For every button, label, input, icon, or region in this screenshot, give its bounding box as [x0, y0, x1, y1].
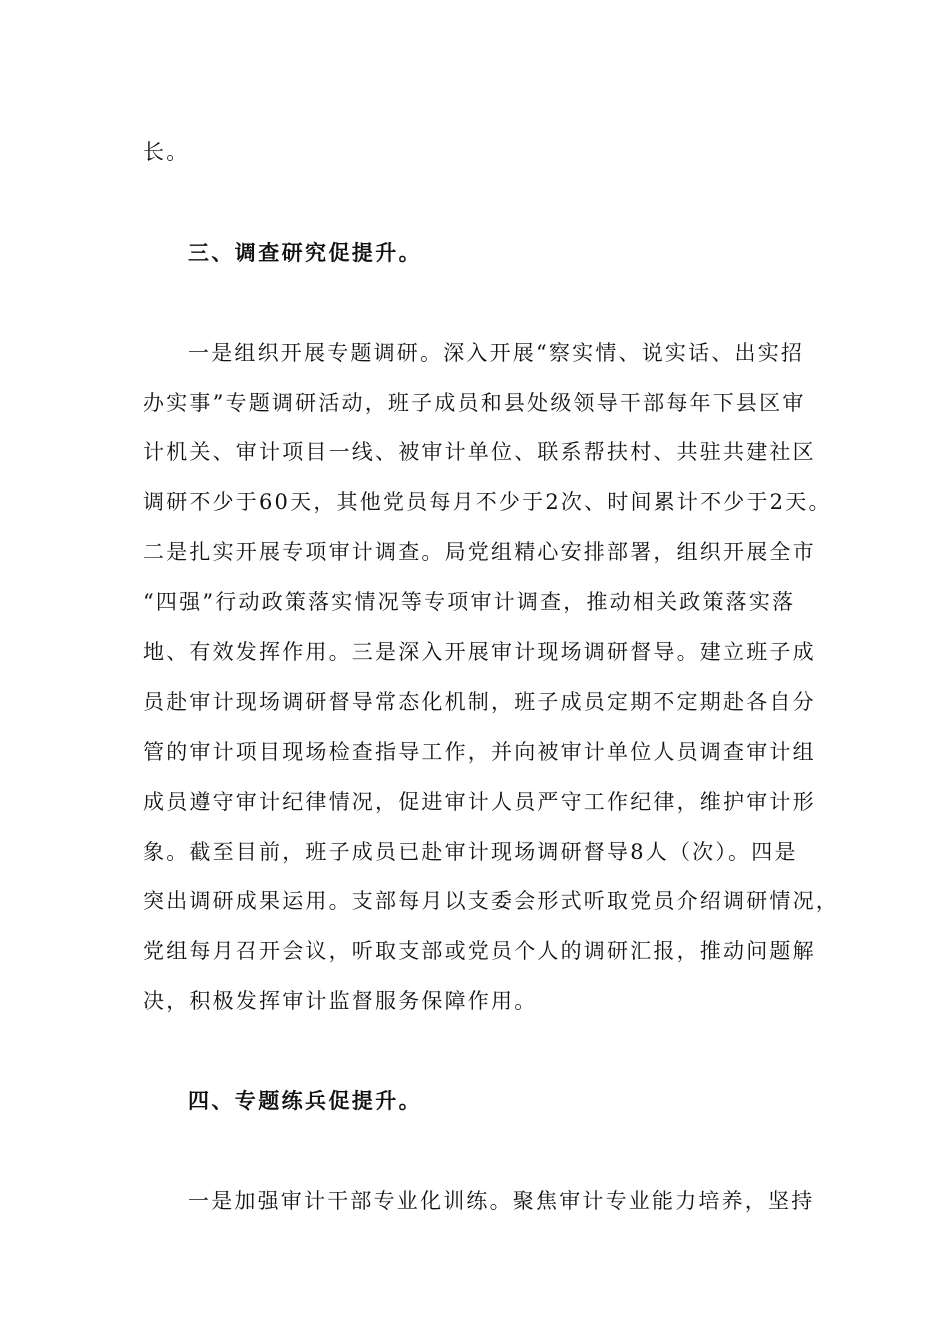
body-text-line: 象。截至目前，班子成员已赴审计现场调研督导8人（次）。四是: [143, 840, 798, 864]
body-text-line: 地、有效发挥作用。三是深入开展审计现场调研督导。建立班子成: [143, 640, 816, 664]
body-text-line: 成员遵守审计纪律情况，促进审计人员严守工作纪律，维护审计形: [143, 790, 816, 814]
body-text-line: 长。: [143, 140, 190, 164]
body-text-line: 一是组织开展专题调研。深入开展“察实情、说实话、出实招: [188, 341, 805, 365]
body-text-line: 管的审计项目现场检查指导工作，并向被审计单位人员调查审计组: [143, 740, 816, 764]
body-text-line: 突出调研成果运用。支部每月以支委会形式听取党员介绍调研情况，: [143, 889, 839, 913]
section-heading: 三、调查研究促提升。: [188, 240, 422, 265]
body-text-line: 计机关、审计项目一线、被审计单位、联系帮扶村、共驻共建社区: [143, 440, 816, 464]
section-heading: 四、专题练兵促提升。: [188, 1088, 422, 1113]
body-text-line: 决，积极发挥审计监督服务保障作用。: [143, 989, 538, 1013]
body-text-line: “四强”行动政策落实情况等专项审计调查，推动相关政策落实落: [143, 590, 796, 614]
body-text-line: 党组每月召开会议，听取支部或党员个人的调研汇报，推动问题解: [143, 939, 816, 963]
body-text-line: 员赴审计现场调研督导常态化机制，班子成员定期不定期赴各自分: [143, 690, 816, 714]
body-text-line: 一是加强审计干部专业化训练。聚焦审计专业能力培养，坚持: [188, 1189, 815, 1213]
body-text-line: 二是扎实开展专项审计调查。局党组精心安排部署，组织开展全市: [143, 540, 816, 564]
body-text-line: 调研不少于60天，其他党员每月不少于2次、时间累计不少于2天。: [143, 490, 832, 514]
body-text-line: 办实事”专题调研活动，班子成员和县处级领导干部每年下县区审: [143, 391, 806, 415]
